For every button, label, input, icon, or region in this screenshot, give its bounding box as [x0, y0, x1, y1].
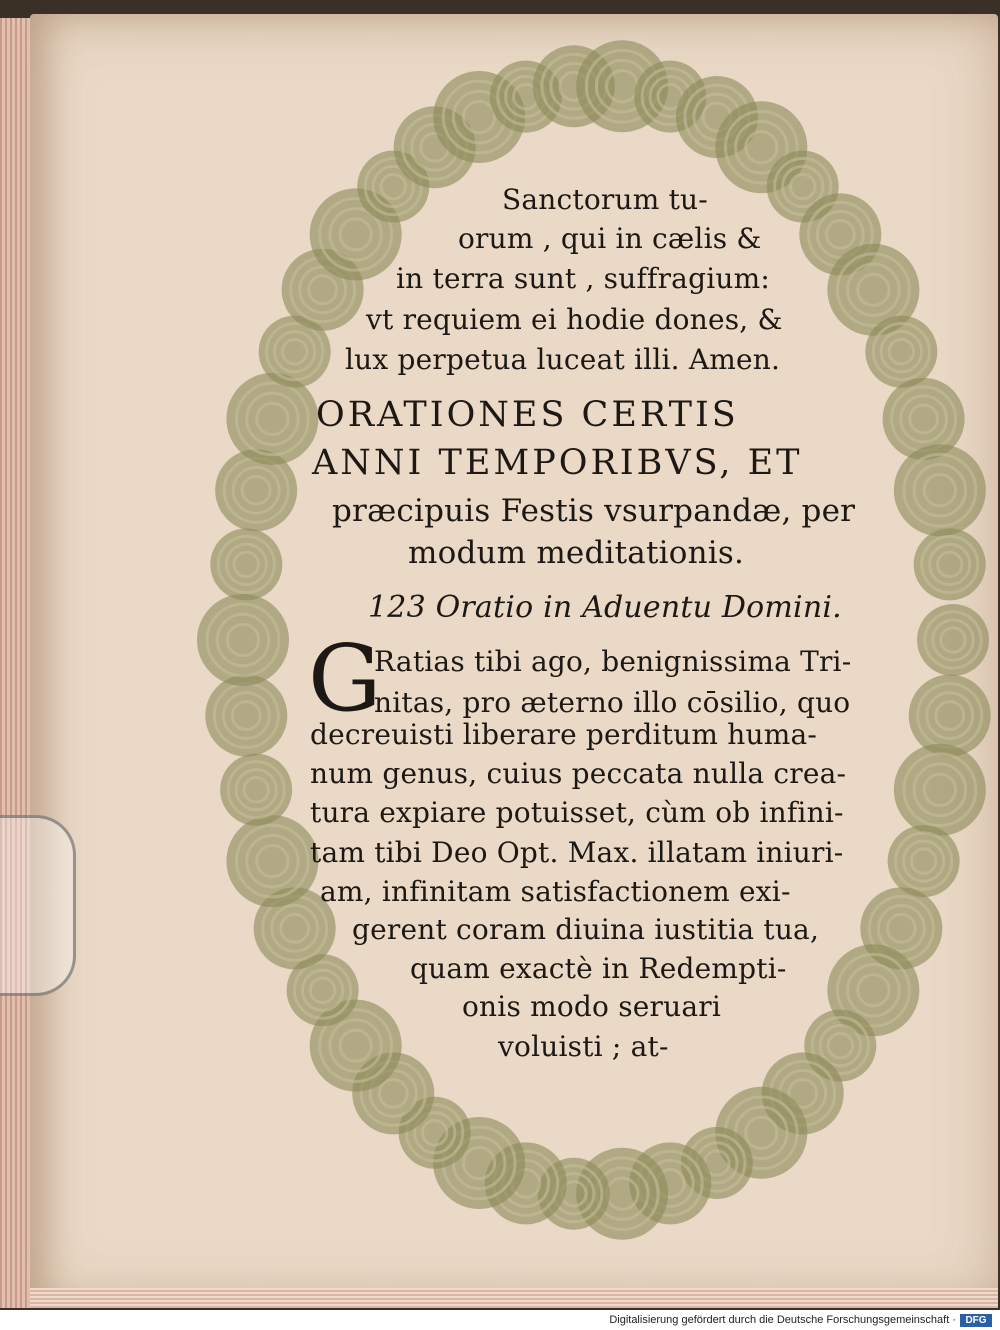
text-line-1: Sanctorum tu-: [502, 183, 708, 216]
text-line-4: vt requiem ei hodie dones, &: [366, 303, 783, 336]
wreath-rosette: [917, 604, 989, 676]
prayer-line-5: tura expiare potuisset, cùm ob infini-: [310, 796, 844, 829]
wreath-rosette: [909, 675, 991, 757]
wreath-rosette: [894, 444, 986, 536]
text-line-5: lux perpetua luceat illi. Amen.: [345, 343, 781, 376]
subheading-line-2: modum meditationis.: [408, 535, 745, 571]
prayer-line-1: Ratias tibi ago, benignissima Tri-: [374, 645, 852, 678]
prayer-line-2: nitas, pro æterno illo cōsilio, quo: [374, 686, 851, 719]
wreath-rosette: [888, 825, 960, 897]
heading-line-2: ANNI TEMPORIBVS, ET: [312, 443, 803, 483]
footer-bar: [0, 1312, 1000, 1330]
wreath-rosette: [197, 594, 289, 686]
wreath-rosette: [226, 373, 318, 465]
heading-line-1: ORATIONES CERTIS: [316, 395, 739, 435]
prayer-title: 123 Oratio in Aduentu Domini.: [368, 590, 842, 625]
drop-cap: G: [308, 625, 382, 732]
prayer-line-10: onis modo seruari: [462, 990, 721, 1023]
prayer-line-9: quam exactè in Redempti-: [410, 952, 787, 985]
wreath-rosette: [205, 675, 287, 757]
plastic-clip: [0, 815, 76, 996]
wreath-rosette: [894, 744, 986, 836]
wreath-rosette: [220, 754, 292, 826]
dfg-logo: DFG: [960, 1314, 992, 1327]
prayer-line-11: voluisti ; at-: [498, 1030, 669, 1063]
prayer-line-7: am, infinitam satisfactionem exi-: [320, 875, 791, 908]
subheading-line-1: præcipuis Festis vsurpandæ, per: [332, 493, 856, 529]
text-line-3: in terra sunt , suffragium:: [396, 262, 770, 295]
prayer-line-4: num genus, cuius peccata nulla crea-: [310, 757, 847, 790]
text-line-2: orum , qui in cælis &: [458, 222, 762, 255]
wreath-rosette: [210, 528, 282, 600]
wreath-rosette: [226, 815, 318, 907]
funding-credit: Digitalisierung gefördert durch die Deutsche Forschungsgemeinschaft ·: [609, 1314, 956, 1326]
wreath-rosette: [914, 528, 986, 600]
prayer-line-8: gerent coram diuina iustitia tua,: [352, 913, 820, 946]
prayer-line-6: tam tibi Deo Opt. Max. illatam iniuri-: [310, 836, 844, 869]
prayer-line-3: decreuisti liberare perditum huma-: [310, 718, 817, 751]
wreath-rosette: [865, 316, 937, 388]
